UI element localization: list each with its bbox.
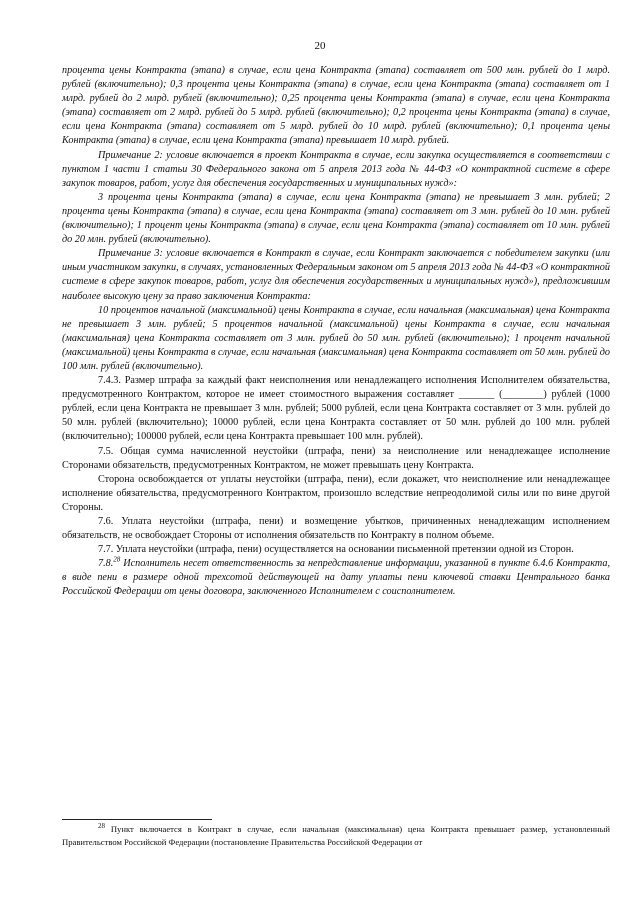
footnote-marker: 28 [98,822,105,831]
paragraph-note-3: Примечание 3: условие включается в Контракт в случае, если Контракт заключается с победителем закупки (или иным участником закупки, в случаях, установленных Федеральным законом от 5 апреля 2013 года № 44-ФЗ «О контрактной системе в сфере закупок товаров, работ, услуг для обеспечения государственных и муниципальных нужд»), предложившим наиболее высокую цену за право заключения Контракта: [62,248,610,302]
page-number: 20 [314,40,326,52]
footnote-text: Пункт включается в Контракт в случае, если начальная (максимальная) цена Контракта превышает размер, установленный Правительством Российской Федерации (постановление Правительства Российской Федерации от [62,824,610,847]
footnote-28 [62,823,610,848]
clause-7-8-number: 7.8. [98,558,114,570]
paragraph-penalty-rates-continued: процента цены Контракта (этапа) в случае, если цена Контракта (этапа) составляет от 500 млн. рублей до 1 млрд. рублей (включительно); 0,3 процента цены Контракта (этапа) в случае, если цена Контракта (этапа) составляет от 1 млрд. рублей до 2 млрд. рублей (включительно); 0,25 процента цены Контракта (этапа) в случае, если цена Контракта (этапа) составляет от 2 млрд. рублей до 5 млрд. рублей (включительно); 0,2 процента цены Контракта (этапа) в случае, если цена Контракта (этапа) составляет от 5 млрд. рублей до 10 млрд. рублей (включительно); 0,1 процента цены Контракта (этапа) в случае, если цена Контракта (этапа) превышает 10 млрд. рублей. [62,65,610,147]
footnote-ref-28[interactable]: 28 [113,555,121,564]
paragraph-clause-7-5: 7.5. Общая сумма начисленной неустойки (штрафа, пени) за неисполнение или ненадлежащее исполнение Сторонами обязательств, предусмотренных Контрактом, не может превышать цену Контракта. [62,445,610,471]
footnote-text-block [62,823,610,848]
paragraph-clause-7-6: 7.6. Уплата неустойки (штрафа, пени) и возмещение убытков, причиненных ненадлежащим исполнением обязательств, не освобождает Стороны от исполнения обязательств по Контракту в полном объеме. [62,516,610,542]
paragraph-clause-7-8 [62,557,610,599]
document-body [62,64,610,600]
paragraph-clause-7-7: 7.7. Уплата неустойки (штрафа, пени) осуществляется на основании письменной претензии одной из Сторон. [98,544,574,556]
footnote-divider [62,819,212,820]
clause-7-8-text: Исполнитель несет ответственность за непредставление информации, указанной в пункте 6.4.6 Контракта, в виде пени в размере одной трехсотой действующей на дату уплаты пени ключевой ставки Центрального банка Российской Федерации от цены договора, заключенного Исполнителем с соисполнителем. [62,558,610,598]
paragraph-note-3-rates: 10 процентов начальной (максимальной) цены Контракта в случае, если начальная (максимальная) цена Контракта не превышает 3 млн. рублей; 5 процентов начальной (максимальной) цены Контракта в случае, если начальная (максимальная) цена Контракта составляет от 3 млн. рублей до 50 млн. рублей (включительно); 1 процент начальной (максимальной) цены Контракта в случае, если начальная (максимальная) цена Контракта составляет от 50 млн. рублей до 100 млн. рублей (включительно). [62,304,610,372]
paragraph-note-2-rates: 3 процента цены Контракта (этапа) в случае, если цена Контракта (этапа) не превышает 3 млн. рублей; 2 процента цены Контракта (этапа) в случае, если цена Контракта (этапа) составляет от 3 млн. рублей до 10 млн. рублей (включительно); 1 процент цены Контракта (этапа) в случае, если цена Контракта (этапа) составляет от 10 млн. рублей до 20 млн. рублей (включительно). [62,191,610,246]
paragraph-clause-7-4-3: 7.4.3. Размер штрафа за каждый факт неисполнения или ненадлежащего исполнения Исполнителем обязательства, предусмотренного Контрактом, которое не имеет стоимостного выражения составляет _______ (________) рублей (1000 рублей, если цена Контракта не превышает 3 млн. рублей; 5000 рублей, если цена Контракта составляет от 3 млн. рублей до 50 млн. рублей (включительно); 10000 рублей, если цена Контракта составляет от 50 млн. рублей до 100 млн. рублей (включительно); 100000 рублей, если цена Контракта превышает 100 млн. рублей). [62,375,610,443]
paragraph-force-majeure: Сторона освобождается от уплаты неустойки (штрафа, пени), если докажет, что неисполнение или ненадлежащее исполнение обязательства, предусмотренного Контрактом, произошло вследствие непреодолимой силы или по вине другой Стороны. [62,473,610,513]
paragraph-note-2: Примечание 2: условие включается в проект Контракта в случае, если закупка осуществляется в соответствии с пунктом 1 части 1 статьи 30 Федерального закона от 5 апреля 2013 года № 44-ФЗ «О контрактной системе в сфере закупок товаров, работ, услуг для обеспечения государственных и муниципальных нужд»: [62,149,610,189]
